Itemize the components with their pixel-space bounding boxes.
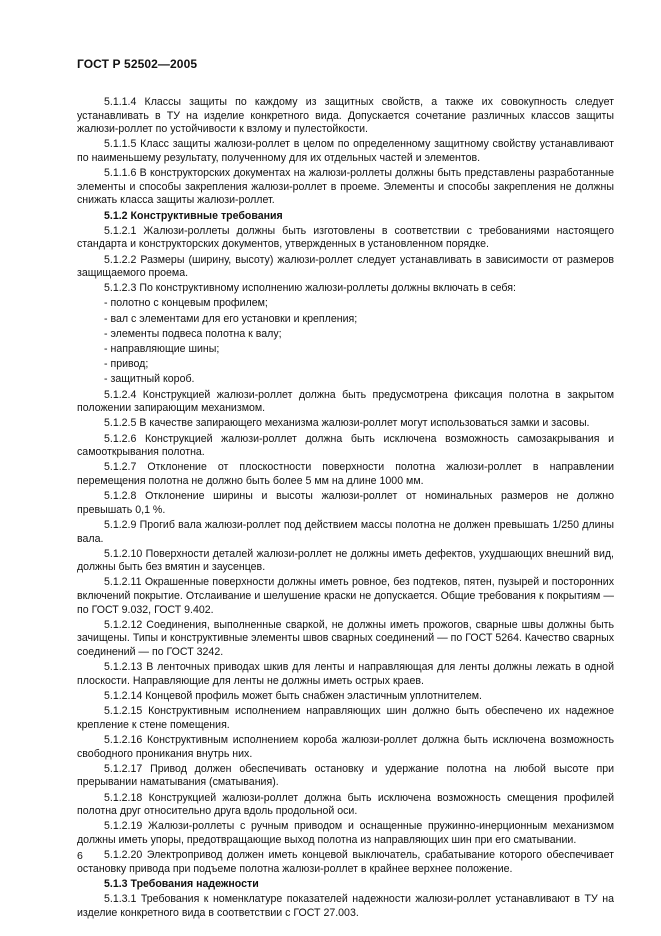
paragraph: 5.1.2.15 Конструктивным исполнением направляющих шин должно быть обеспечено их надежное крепление к стене помещения.: [77, 705, 614, 731]
paragraph: 5.1.1.6 В конструкторских документах на жалюзи-роллеты должны быть представлены разработанные элементы и способы закрепления жалюзи-роллет в проеме. Элементы и способы закрепления не должны снижать класса защиты жалюзи-роллет.: [77, 167, 614, 207]
paragraph: 5.1.2.16 Конструктивным исполнением короба жалюзи-роллет должна быть исключена возможность свободного проникания внутрь них.: [77, 733, 614, 760]
section-heading: 5.1.2 Конструктивные требования: [104, 209, 283, 222]
paragraph: 5.1.2.14 Концевой профиль может быть снабжен эластичным уплотнителем.: [104, 690, 482, 702]
paragraph: 5.1.2.11 Окрашенные поверхности должны иметь ровное, без подтеков, пятен, пузырей и посторонних включений покрытие. Отслаивание и шелушение краски не допускается. Общие требования к покрытиям — по ГОСТ 9.032, ГОСТ 9.402.: [77, 576, 614, 616]
paragraph: 5.1.2.5 В качестве запирающего механизма жалюзи-роллет могут использоваться замки и засовы.: [104, 417, 590, 430]
paragraph: 5.1.2.1 Жалюзи-роллеты должны быть изготовлены в соответствии с требованиями настоящего стандарта и конструкторских документов, утвержденных в установленном порядке.: [77, 224, 614, 251]
list-item: - полотно с концевым профилем;: [104, 297, 268, 310]
paragraph: 5.1.2.4 Конструкцией жалюзи-роллет должна быть предусмотрена фиксация полотна в закрытом положении запирающим механизмом.: [77, 388, 614, 415]
paragraph: 5.1.2.2 Размеры (ширину, высоту) жалюзи-роллет следует устанавливать в зависимости от размеров защищаемого проема.: [77, 253, 614, 280]
document-header: ГОСТ Р 52502—2005: [77, 57, 198, 71]
paragraph: 5.1.2.9 Прогиб вала жалюзи-роллет под действием массы полотна не должен превышать 1/250 длины вала.: [77, 518, 614, 545]
page-number: 6: [77, 850, 83, 862]
paragraph: 5.1.2.3 По конструктивному исполнению жалюзи-роллеты должны включать в себя:: [104, 282, 516, 295]
paragraph: 5.1.2.8 Отклонение ширины и высоты жалюзи-роллет от номинальных размеров не должно превышать 0,1 %.: [77, 490, 614, 516]
paragraph: 5.1.3.1 Требования к номенклатуре показателей надежности жалюзи-роллет устанавливают в ТУ на изделие конкретного вида в соответствии с ГОСТ 27.003.: [77, 893, 614, 919]
paragraph: 5.1.1.5 Класс защиты жалюзи-роллет в целом по определенному защитному свойству устанавливают по наименьшему результату, полученному для их отдельных частей и элементов.: [77, 138, 614, 164]
section-heading: 5.1.3 Требования надежности: [104, 877, 259, 890]
paragraph: 5.1.2.17 Привод должен обеспечивать остановку и удержание полотна на любой высоте при прерывании наматывания (сматывания).: [77, 762, 614, 789]
paragraph: 5.1.2.12 Соединения, выполненные сваркой, не должны иметь прожогов, сварные швы должны быть зачищены. Типы и конструктивные элементы швов сварных соединений — по ГОСТ 5264. Качество сварных соединений — по ГОСТ 3242.: [77, 618, 614, 659]
paragraph: 5.1.1.4 Классы защиты по каждому из защитных свойств, а также их совокупность следует устанавливать в ТУ на изделие конкретного вида. Допускается сочетание различных классов защиты жалюзи-роллет по устойчивости к взлому и пулестойкости.: [77, 96, 614, 136]
list-item: - защитный короб.: [104, 373, 195, 386]
paragraph: 5.1.2.13 В ленточных приводах шкив для ленты и направляющая для ленты должны лежать в одной плоскости. Направляющие для ленты не должны иметь острых краев.: [77, 661, 614, 687]
list-item: - элементы подвеса полотна к валу;: [104, 327, 282, 340]
document-body: [77, 96, 614, 922]
list-item: - привод;: [104, 358, 149, 371]
paragraph: 5.1.2.20 Электропривод должен иметь концевой выключатель, срабатывание которого обеспечивает остановку привода при подъеме полотна жалюзи-роллет в крайнее верхнее положение.: [77, 849, 614, 875]
paragraph: 5.1.2.19 Жалюзи-роллеты с ручным приводом и оснащенные пружинно-инерционным механизмом должны иметь упоры, предотвращающие выход полотна из направляющих шин при его сматывании.: [77, 820, 614, 846]
list-item: - направляющие шины;: [104, 343, 220, 356]
paragraph: 5.1.2.7 Отклонение от плоскостности поверхности полотна жалюзи-роллет в направлении перемещения полотна не должно быть более 5 мм на длине 1000 мм.: [77, 461, 614, 487]
list-item: - вал с элементами для его установки и крепления;: [104, 312, 358, 325]
paragraph: 5.1.2.18 Конструкцией жалюзи-роллет должна быть исключена возможность смещения профилей полотна друг относительно друга вдоль продольной оси.: [77, 791, 614, 818]
paragraph: 5.1.2.10 Поверхности деталей жалюзи-роллет не должны иметь дефектов, ухудшающих внешний вид, должны быть без вмятин и заусенцев.: [77, 547, 614, 574]
paragraph: 5.1.2.6 Конструкцией жалюзи-роллет должна быть исключена возможность самозакрывания и самооткрывания полотна.: [77, 432, 614, 459]
